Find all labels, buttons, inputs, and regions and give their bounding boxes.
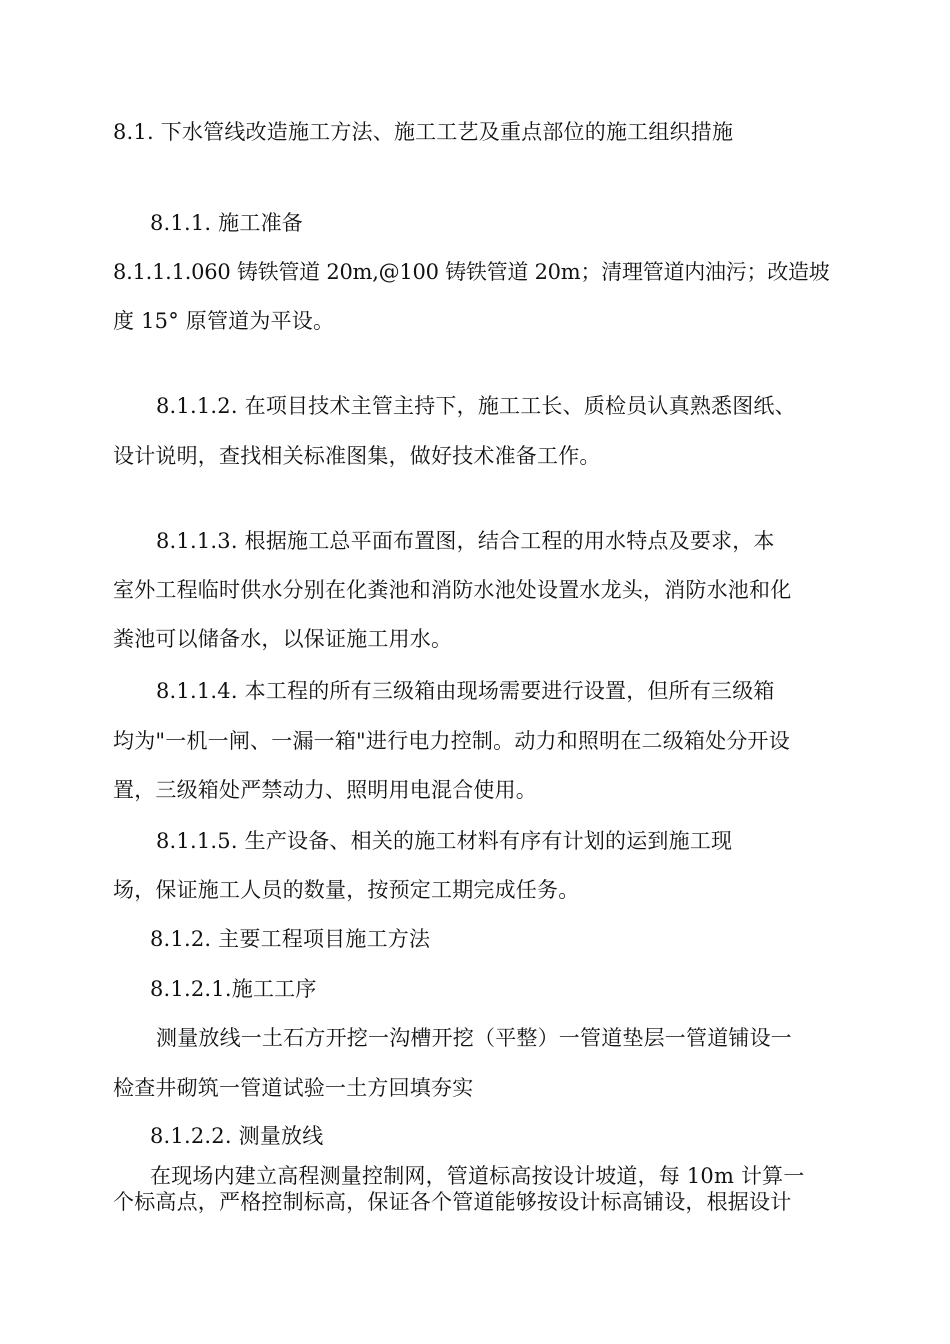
- paragraph-survey-line-2: 个标高点，严格控制标高，保证各个管道能够按设计标高铺设，根据设计: [113, 1190, 792, 1214]
- paragraph-8-1-1-5-line-1: 8.1.1.5. 生产设备、相关的施工材料有序有计划的运到施工现: [156, 829, 733, 853]
- subsection-heading-8-1-2-2: 8.1.2.2. 测量放线: [150, 1124, 324, 1148]
- paragraph-8-1-1-4-line-2: 均为"一机一闸、一漏一箱"进行电力控制。动力和照明在二级箱处分开设: [113, 729, 790, 753]
- paragraph-8-1-1-3-line-2: 室外工程临时供水分别在化粪池和消防水池处设置水龙头，消防水池和化: [113, 578, 792, 602]
- paragraph-process-line-2: 检查井砌筑一管道试验一土方回填夯实: [113, 1076, 474, 1100]
- section-heading-8-1: 8.1. 下水管线改造施工方法、施工工艺及重点部位的施工组织措施: [113, 120, 734, 144]
- subsection-heading-8-1-2: 8.1.2. 主要工程项目施工方法: [150, 927, 431, 951]
- subsection-heading-8-1-2-1: 8.1.2.1.施工工序: [150, 977, 317, 1001]
- paragraph-8-1-1-1-line-1: 8.1.1.1.060 铸铁管道 20m,@100 铸铁管道 20m；清理管道内油污；改造坡: [113, 260, 830, 284]
- paragraph-8-1-1-2-line-1: 8.1.1.2. 在项目技术主管主持下，施工工长、质检员认真熟悉图纸、: [156, 394, 796, 418]
- paragraph-8-1-1-1-line-2: 度 15° 原管道为平设。: [113, 309, 335, 333]
- paragraph-survey-line-1: 在现场内建立高程测量控制网，管道标高按设计坡道，每 10m 计算一: [150, 1164, 805, 1188]
- subsection-heading-8-1-1: 8.1.1. 施工准备: [150, 211, 303, 235]
- paragraph-process-line-1: 测量放线一土石方开挖一沟槽开挖（平整）一管道垫层一管道铺设一: [156, 1026, 792, 1050]
- paragraph-8-1-1-5-line-2: 场，保证施工人员的数量，按预定工期完成任务。: [113, 878, 580, 902]
- paragraph-8-1-1-4-line-3: 置，三级箱处严禁动力、照明用电混合使用。: [113, 778, 537, 802]
- paragraph-8-1-1-2-line-2: 设计说明，查找相关标准图集，做好技术准备工作。: [113, 444, 601, 468]
- paragraph-8-1-1-3-line-1: 8.1.1.3. 根据施工总平面布置图，结合工程的用水特点及要求，本: [156, 529, 775, 553]
- paragraph-8-1-1-4-line-1: 8.1.1.4. 本工程的所有三级箱由现场需要进行设置，但所有三级箱: [156, 679, 775, 703]
- paragraph-8-1-1-3-line-3: 粪池可以储备水，以保证施工用水。: [113, 627, 453, 651]
